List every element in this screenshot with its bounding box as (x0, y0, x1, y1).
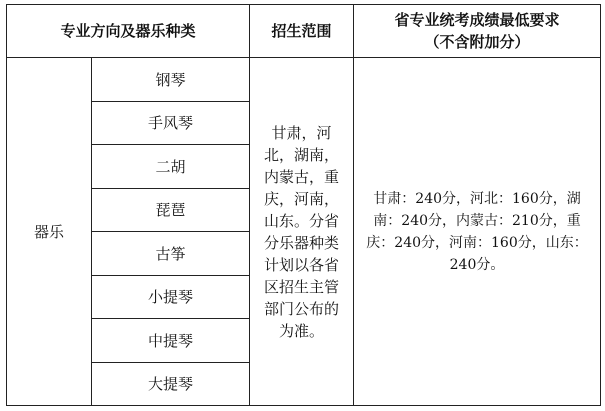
instrument-cell: 大提琴 (92, 362, 250, 406)
requirement-cell: 甘肃：240分，河北：160分，湖南：240分，内蒙古：210分，重庆：240分，河南：160分，山东：240分。 (354, 58, 601, 406)
table-row (7, 58, 601, 102)
category-cell: 器乐 (7, 58, 92, 406)
header-range: 招生范围 (250, 5, 354, 58)
admission-table (6, 4, 601, 406)
range-cell: 甘肃，河北，湖南，内蒙古，重庆，河南，山东。分省分乐器种类计划以各省区招生主管部门公布的为准。 (250, 58, 354, 406)
header-requirement-line1: 省专业统考成绩最低要求 (394, 11, 560, 29)
header-direction: 专业方向及器乐种类 (7, 5, 250, 58)
instrument-cell: 中提琴 (92, 319, 250, 363)
instrument-cell: 小提琴 (92, 275, 250, 319)
header-requirement-line2: （不含附加分） (424, 33, 530, 51)
instrument-cell: 二胡 (92, 145, 250, 189)
header-requirement (354, 5, 601, 58)
instrument-cell: 琵琶 (92, 188, 250, 232)
header-row (7, 5, 601, 58)
instrument-cell: 手风琴 (92, 101, 250, 145)
instrument-cell: 钢琴 (92, 58, 250, 102)
instrument-cell: 古筝 (92, 232, 250, 276)
